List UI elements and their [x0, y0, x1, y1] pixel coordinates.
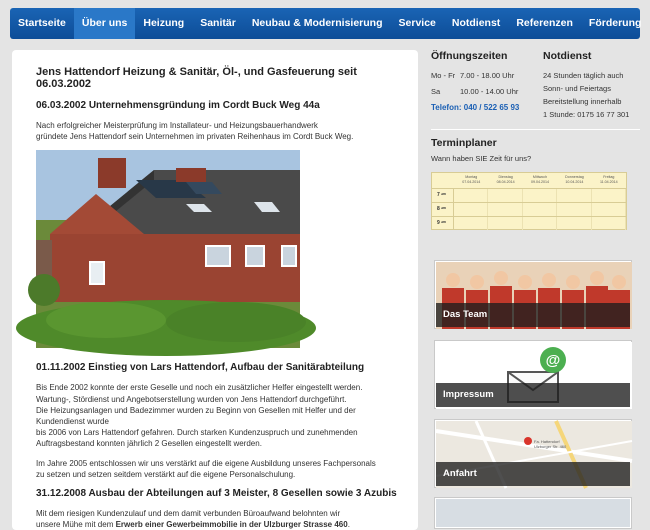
planner-day-date: 07.04.2014 [462, 180, 481, 184]
nav-item-foerderung[interactable]: Förderung [588, 17, 642, 29]
hours-day: Sa [431, 87, 441, 96]
planner-time: 8 ᵃᵐ [432, 203, 454, 216]
planner-day [454, 175, 488, 185]
paragraph: Nach erfolgreicher Meisterprüfung im Installateur- und Heizungsbauerhandwerk gründete Jens Hattendorf sein Unternehmen im privaten Reihenhaus im Cordt Buck Weg. [36, 121, 354, 142]
nav-item-notdienst[interactable]: Notdienst [451, 17, 501, 29]
hours-time: 10.00 - 14.00 Uhr [460, 87, 519, 96]
planner-title: Terminplaner [431, 137, 497, 149]
planner-grid [432, 188, 626, 229]
planner-day-name: Dienstag [498, 175, 513, 179]
main-nav [10, 8, 640, 39]
planner-day [592, 175, 626, 185]
sidebar [431, 50, 640, 479]
planner-slot[interactable] [592, 189, 626, 202]
emergency-line: Sonn- und Feiertags [543, 84, 611, 93]
nav-item-heizung[interactable]: Heizung [143, 17, 185, 29]
emergency-line: Bereitstellung innerhalb [543, 97, 622, 106]
appointment-planner[interactable] [431, 172, 627, 230]
directions-tile[interactable] [435, 420, 631, 487]
emergency-line: 1 Stunde: 0175 16 77 301 [543, 110, 630, 119]
hours-day: Mo - Fr [431, 71, 456, 80]
planner-slot[interactable] [454, 203, 488, 216]
planner-slot[interactable] [488, 189, 522, 202]
opening-hours [431, 50, 521, 121]
planner-slot[interactable] [523, 189, 557, 202]
paragraph-text: . [347, 520, 350, 530]
emergency-line: 24 Stunden täglich auch [543, 71, 624, 80]
directions-tile-label: Anfahrt [436, 462, 630, 486]
planner-slot[interactable] [454, 217, 488, 230]
map-caption: Fa. Hattendorf Ulzburger Str. 460 [534, 439, 567, 449]
planner-day-name: Donnerstag [565, 175, 584, 179]
planner-day-date: 08.04.2014 [496, 180, 515, 184]
house-photo [36, 150, 300, 348]
nav-item-sanitaer[interactable]: Sanitär [200, 17, 236, 29]
planner-slot[interactable] [454, 189, 488, 202]
paragraph-text: Mit dem riesigen Kundenzulauf und dem damit verbunden Büroaufwand belohnten wir unsere Mühe mit dem [36, 509, 341, 530]
section-heading: 01.11.2002 Einstieg von Lars Hattendorf, Aufbau der Sanitärabteilung [36, 362, 365, 374]
planner-row [432, 188, 626, 202]
planner-slot[interactable] [488, 217, 522, 230]
hours-time: 7.00 - 18.00 Uhr [460, 71, 515, 80]
planner-slot[interactable] [557, 203, 591, 216]
planner-slot[interactable] [592, 203, 626, 216]
impressum-tile-label: Impressum [436, 383, 630, 407]
planner-slot[interactable] [557, 189, 591, 202]
team-tile[interactable] [435, 261, 631, 328]
paragraph-bold-text: Erwerb einer Gewerbeimmobilie in der Ulzburger Strasse 460 [115, 520, 348, 530]
planner-row [432, 202, 626, 216]
emergency-service [543, 50, 629, 121]
svg-text:@: @ [545, 352, 561, 369]
planner-slot[interactable] [523, 203, 557, 216]
hours-row [431, 69, 521, 82]
paragraph: Im Jahre 2005 entschlossen wir uns verstärkt auf die eigene Ausbildung unseres Fachpersonals zu setzen und setzen seitdem verstärkt auf die eigene Personalschulung. [36, 458, 376, 479]
planner-day [488, 175, 522, 185]
impressum-tile[interactable] [435, 341, 631, 408]
planner-day [523, 175, 557, 185]
divider [431, 129, 640, 130]
planner-slot[interactable] [523, 217, 557, 230]
paragraph [36, 508, 406, 530]
planner-day-name: Montag [465, 175, 478, 179]
phone-link[interactable]: Telefon: 040 / 522 65 93 [431, 103, 520, 112]
planner-slot[interactable] [488, 203, 522, 216]
page-title: Jens Hattendorf Heizung & Sanitär, Öl-, und Gasfeuerung seit 06.03.2002 [36, 66, 357, 90]
emergency-title: Notdienst [543, 50, 592, 62]
planner-slot[interactable] [557, 217, 591, 230]
planner-day-date: 11.04.2014 [599, 180, 618, 184]
planner-question: Wann haben SIE Zeit für uns? [431, 154, 532, 163]
section-heading: 06.03.2002 Unternehmensgründung im Cordt Buck Weg 44a [36, 100, 320, 111]
planner-header [454, 175, 626, 185]
planner-day [557, 175, 591, 185]
team-tile-label: Das Team [436, 303, 630, 327]
nav-item-startseite[interactable]: Startseite [18, 17, 66, 29]
nav-item-service[interactable]: Service [398, 17, 436, 29]
section-heading: 31.12.2008 Ausbau der Abteilungen auf 3 Meister, 8 Gesellen sowie 3 Azubis [36, 488, 397, 500]
paragraph: Bis Ende 2002 konnte der erste Geselle und noch ein zusätzlicher Helfer eingestellt werden. Wartung-, Stördienst und Angebotserstellung wurden von Jens Hattendorf durchgeführt. Die Heizungsanlagen und Badezimmer wurden zu Beginn von Gesellen mit Helfer und der Kundendienst wurde bis 2006 von Lars Hattendorf gefahren. Durch starken Kundenzuspruch und zunehmenden Auftragsbestand konnten jährlich 2 Gesellen eingestellt werden. [36, 383, 363, 449]
main-content [12, 50, 418, 530]
planner-day-name: Mittwoch [532, 175, 548, 179]
planner-row [432, 216, 626, 230]
nav-item-neubau[interactable]: Neubau & Modernisierung [251, 17, 383, 29]
planner-day-date: 09.04.2014 [531, 180, 550, 184]
planner-time: 9 ᵃᵐ [432, 217, 454, 230]
next-tile[interactable] [435, 498, 631, 528]
opening-hours-title: Öffnungszeiten [431, 50, 508, 62]
planner-day-name: Freitag [603, 175, 615, 179]
nav-item-referenzen[interactable]: Referenzen [516, 17, 573, 29]
planner-slot[interactable] [592, 217, 626, 230]
planner-time: 7 ᵃᵐ [432, 189, 454, 202]
nav-item-ueber-uns[interactable]: Über uns [74, 8, 136, 39]
hours-row [431, 85, 521, 98]
planner-day-date: 10.04.2014 [565, 180, 584, 184]
house-photo-image [36, 150, 300, 348]
